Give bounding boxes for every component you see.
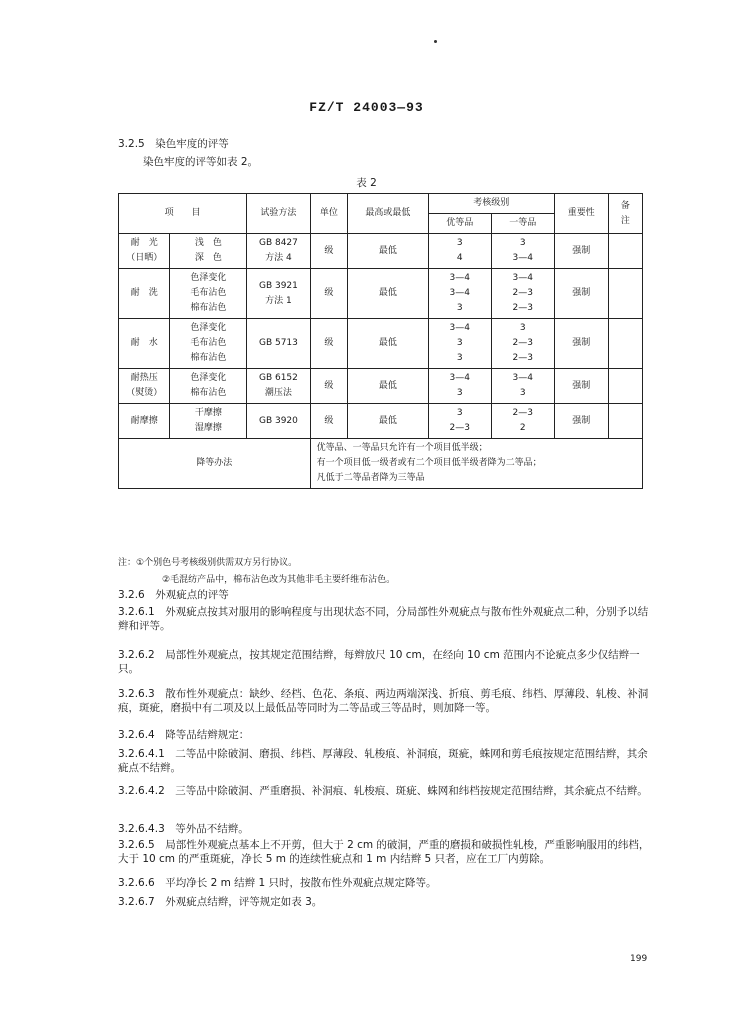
row-grade-b-line: 3	[519, 323, 526, 333]
row-method-line: GB 5713	[258, 338, 298, 348]
scan-speck	[434, 40, 437, 43]
row-grade-b-line: 3—4	[512, 373, 533, 383]
row-subitems-line: 湿摩擦	[194, 423, 222, 433]
row-grade-a-line: 2—3	[449, 423, 470, 433]
header-grade-b: 一等品	[491, 214, 554, 234]
row-unit: 级	[310, 319, 348, 369]
row-item-name-line: 耐 洗	[130, 288, 158, 298]
header-importance: 重要性	[554, 194, 608, 234]
table-row	[119, 269, 643, 319]
row-method	[247, 369, 310, 404]
row-unit: 级	[310, 404, 348, 439]
row-subitems-line: 浅 色	[194, 238, 222, 248]
row-grade-b-line: 3—4	[512, 273, 533, 283]
row-method	[247, 319, 310, 369]
table-row	[119, 404, 643, 439]
standard-header: FZ/T 24003—93	[309, 100, 424, 115]
row-remark	[608, 269, 642, 319]
downgrade-rules	[310, 439, 642, 489]
para-3-2-6-4-2: 3.2.6.4.2 三等品中除破洞、严重磨损、补洞痕、轧梭痕、斑疵、蛛网和纬档按规定范围结辫，其余疵点不结辫。	[118, 785, 648, 797]
row-remark	[608, 234, 642, 269]
section-3-2-5-intro: 染色牢度的评等如表 2。	[143, 156, 259, 168]
row-grade-b-line: 3—4	[512, 253, 533, 263]
page-number: 199	[630, 954, 648, 964]
row-item-name-line: 耐 光	[130, 238, 158, 248]
row-method	[247, 404, 310, 439]
header-unit: 单位	[310, 194, 348, 234]
row-item-name-line: 耐热压	[130, 373, 158, 383]
row-grade-b-line: 2	[519, 423, 526, 433]
row-method-line: GB 3921	[258, 280, 298, 291]
row-grade-a-line: 3	[456, 388, 463, 398]
row-subitems-line: 色泽变化	[190, 273, 227, 283]
row-subitems-line: 色泽变化	[190, 323, 227, 333]
row-unit: 级	[310, 234, 348, 269]
table-header-row	[119, 194, 643, 214]
row-grade-a-line: 3	[456, 353, 463, 363]
row-grade-a-line: 3—4	[449, 288, 470, 298]
table-row	[119, 369, 643, 404]
row-importance: 强制	[554, 404, 608, 439]
row-grade-b-line: 3	[519, 238, 526, 248]
row-remark	[608, 404, 642, 439]
header-remark: 备 注	[608, 194, 642, 234]
downgrade-row	[119, 439, 643, 489]
row-subitems-line: 干摩擦	[194, 408, 222, 418]
row-remark	[608, 369, 642, 404]
row-limit: 最低	[348, 404, 429, 439]
row-method	[247, 269, 310, 319]
row-grade-b-line: 2—3	[512, 288, 533, 298]
row-method-line: 潮压法	[264, 388, 292, 398]
row-grade-a	[428, 234, 491, 269]
row-unit: 级	[310, 369, 348, 404]
row-item-name	[119, 269, 170, 319]
row-method-line: GB 8427	[258, 238, 298, 248]
table-row	[119, 234, 643, 269]
fastness-table	[118, 193, 648, 489]
row-grade-b-line: 2—3	[512, 338, 533, 348]
row-grade-a-line: 3	[456, 303, 463, 313]
row-grade-a-line: 3	[456, 408, 463, 418]
row-method-line: GB 3920	[258, 415, 298, 426]
row-subitems	[170, 269, 247, 319]
row-subitems-line: 深 色	[194, 253, 222, 263]
row-item-name-line: 耐摩擦	[130, 415, 158, 426]
row-item-name-line: （日晒）	[126, 253, 163, 263]
row-grade-a-line: 3—4	[449, 273, 470, 283]
row-subitems-line: 毛布沾色	[190, 338, 227, 348]
row-subitems	[170, 404, 247, 439]
row-limit: 最低	[348, 269, 429, 319]
downgrade-label: 降等办法	[119, 439, 311, 489]
row-limit: 最低	[348, 369, 429, 404]
row-grade-a-line: 3—4	[449, 323, 470, 333]
row-grade-b-line: 3	[519, 388, 526, 398]
row-importance: 强制	[554, 369, 608, 404]
row-subitems-line: 棉布沾色	[190, 353, 227, 363]
row-method-line: GB 6152	[258, 373, 298, 383]
para-3-2-6-3: 3.2.6.3 散布性外观疵点：缺纱、经档、色花、条痕、两边两端深浅、折痕、剪毛痕、纬档、厚薄段、轧梭、补洞痕，斑疵，磨损中有二项及以上最低品等同时为二等品或三等品时，则加降一等。	[118, 688, 649, 714]
row-grade-a-line: 3	[456, 338, 463, 348]
row-item-name	[119, 319, 170, 369]
row-grade-b	[491, 369, 554, 404]
header-grade: 考核级别	[428, 194, 554, 214]
row-grade-a-line: 3—4	[449, 373, 470, 383]
table-note-2: ②毛混纺产品中，棉布沾色改为其他非毛主要纤维布沾色。	[162, 575, 396, 585]
row-subitems-line: 棉布沾色	[190, 303, 227, 313]
para-3-2-6-4-1: 3.2.6.4.1 二等品中除破洞、磨损、纬档、厚薄段、轧梭痕、补洞痕，斑疵，蛛网和剪毛痕按规定范围结辫，其余疵点不结辫。	[118, 748, 648, 774]
row-unit: 级	[310, 269, 348, 319]
row-item-name	[119, 234, 170, 269]
row-subitems	[170, 234, 247, 269]
row-method-line: 方法 1	[265, 295, 292, 306]
row-item-name	[119, 404, 170, 439]
table-row	[119, 319, 643, 369]
row-item-name-line: 耐 水	[130, 338, 158, 348]
row-grade-b-line: 2—3	[512, 353, 533, 363]
row-grade-a	[428, 369, 491, 404]
row-importance: 强制	[554, 319, 608, 369]
downgrade-line: 凡低于二等品者降为三等品	[316, 473, 425, 483]
header-item: 项 目	[119, 194, 247, 234]
table-note-1: 注：①个别色号考核级别供需双方另行协议。	[118, 558, 298, 568]
table-caption: 表 2	[356, 177, 377, 189]
table-body	[119, 234, 643, 439]
section-3-2-5-title: 3.2.5 染色牢度的评等	[118, 138, 229, 150]
row-subitems-line: 色泽变化	[190, 373, 227, 383]
header-limit: 最高或最低	[348, 194, 429, 234]
row-method	[247, 234, 310, 269]
para-3-2-6-6: 3.2.6.6 平均净长 2 m 结辫 1 只时，按散布性外观疵点规定降等。	[118, 877, 437, 889]
row-grade-a-line: 4	[456, 253, 463, 263]
para-3-2-6-4: 3.2.6.4 降等品结辫规定：	[118, 729, 250, 741]
para-3-2-6-7: 3.2.6.7 外观疵点结辫，评等规定如表 3。	[118, 896, 323, 908]
para-3-2-6-1: 3.2.6.1 外观疵点按其对服用的影响程度与出现状态不同，分局部性外观疵点与散布性外观疵点二种，分别予以结辫和评等。	[118, 606, 649, 632]
row-importance: 强制	[554, 269, 608, 319]
downgrade-line: 有一个项目低一级者或有二个项目低半级者降为二等品；	[316, 458, 542, 468]
row-grade-b-line: 2—3	[512, 408, 533, 418]
row-method-line: 方法 4	[265, 253, 292, 263]
row-grade-b	[491, 234, 554, 269]
row-limit: 最低	[348, 234, 429, 269]
header-method: 试验方法	[247, 194, 310, 234]
row-grade-a-line: 3	[456, 238, 463, 248]
row-remark	[608, 319, 642, 369]
row-importance: 强制	[554, 234, 608, 269]
para-3-2-6-2: 3.2.6.2 局部性外观疵点，按其规定范围结辫，每辫放尺 10 cm，在经向 10 cm 范围内不论疵点多少仅结辫一只。	[118, 649, 640, 675]
row-item-name	[119, 369, 170, 404]
row-subitems-line: 毛布沾色	[190, 288, 227, 298]
row-grade-a	[428, 319, 491, 369]
row-grade-b	[491, 319, 554, 369]
row-subitems	[170, 319, 247, 369]
para-3-2-6-5: 3.2.6.5 局部性外观疵点基本上不开剪，但大于 2 cm 的破洞，严重的磨损和破损性轧梭，严重影响服用的纬档，大于 10 cm 的严重斑疵，净长 5 m 的连续性疵点和 1 m 内结辫 5 只者，应在工厂内剪除。	[118, 839, 650, 865]
row-grade-b-line: 2—3	[512, 303, 533, 313]
row-subitems-line: 棉布沾色	[190, 388, 227, 398]
row-limit: 最低	[348, 319, 429, 369]
section-3-2-6-title: 3.2.6 外观疵点的评等	[118, 589, 229, 601]
row-grade-b	[491, 404, 554, 439]
row-grade-b	[491, 269, 554, 319]
row-grade-a	[428, 269, 491, 319]
row-grade-a	[428, 404, 491, 439]
para-3-2-6-4-3: 3.2.6.4.3 等外品不结辫。	[118, 823, 249, 835]
row-item-name-line: （熨烫）	[126, 388, 163, 398]
row-subitems	[170, 369, 247, 404]
header-grade-a: 优等品	[428, 214, 491, 234]
downgrade-line: 优等品、一等品只允许有一个项目低半级；	[316, 443, 488, 453]
